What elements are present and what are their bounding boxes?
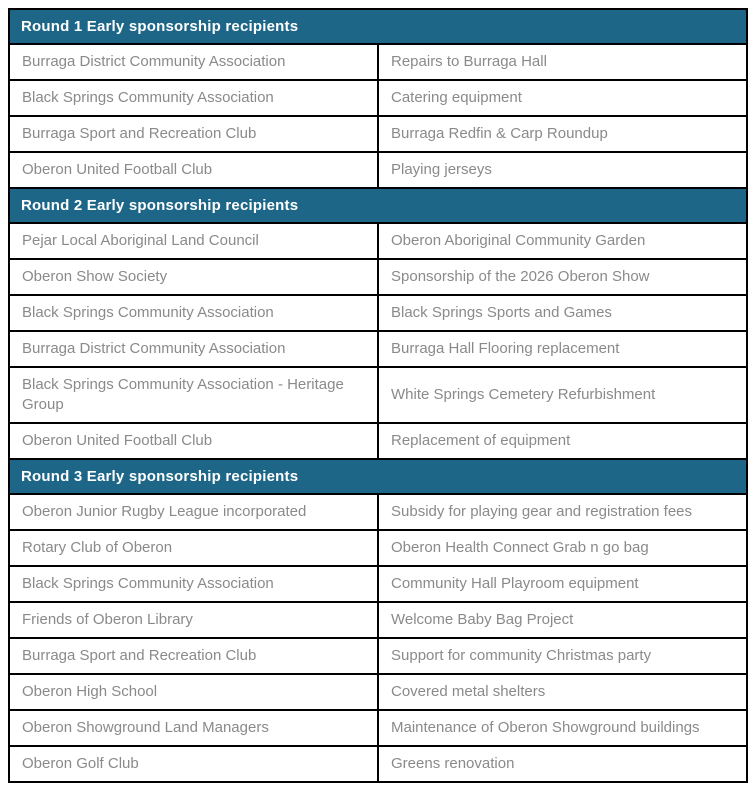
sponsorship-table bbox=[8, 8, 748, 783]
recipient-cell: Oberon United Football Club bbox=[9, 423, 378, 459]
project-cell: Welcome Baby Bag Project bbox=[378, 602, 747, 638]
project-cell: Sponsorship of the 2026 Oberon Show bbox=[378, 259, 747, 295]
table-row bbox=[9, 223, 747, 259]
section-header: Round 1 Early sponsorship recipients bbox=[9, 9, 747, 44]
recipient-cell: Rotary Club of Oberon bbox=[9, 530, 378, 566]
table-row bbox=[9, 367, 747, 423]
recipient-cell: Oberon United Football Club bbox=[9, 152, 378, 188]
table-row bbox=[9, 566, 747, 602]
project-cell: White Springs Cemetery Refurbishment bbox=[378, 367, 747, 423]
recipient-cell: Black Springs Community Association bbox=[9, 80, 378, 116]
recipient-cell: Pejar Local Aboriginal Land Council bbox=[9, 223, 378, 259]
project-cell: Playing jerseys bbox=[378, 152, 747, 188]
recipient-cell: Burraga District Community Association bbox=[9, 331, 378, 367]
recipient-cell: Burraga Sport and Recreation Club bbox=[9, 116, 378, 152]
table-row bbox=[9, 530, 747, 566]
document-page bbox=[8, 8, 748, 783]
recipient-cell: Black Springs Community Association bbox=[9, 566, 378, 602]
recipient-cell: Burraga Sport and Recreation Club bbox=[9, 638, 378, 674]
recipient-cell: Friends of Oberon Library bbox=[9, 602, 378, 638]
recipient-cell: Oberon Golf Club bbox=[9, 746, 378, 782]
table-row bbox=[9, 80, 747, 116]
project-cell: Subsidy for playing gear and registration fees bbox=[378, 494, 747, 530]
recipient-cell: Black Springs Community Association bbox=[9, 295, 378, 331]
recipient-cell: Oberon Show Society bbox=[9, 259, 378, 295]
section-header: Round 3 Early sponsorship recipients bbox=[9, 459, 747, 494]
recipient-cell: Oberon High School bbox=[9, 674, 378, 710]
project-cell: Repairs to Burraga Hall bbox=[378, 44, 747, 80]
project-cell: Oberon Aboriginal Community Garden bbox=[378, 223, 747, 259]
project-cell: Burraga Redfin & Carp Roundup bbox=[378, 116, 747, 152]
project-cell: Black Springs Sports and Games bbox=[378, 295, 747, 331]
project-cell: Replacement of equipment bbox=[378, 423, 747, 459]
project-cell: Community Hall Playroom equipment bbox=[378, 566, 747, 602]
recipient-cell: Oberon Showground Land Managers bbox=[9, 710, 378, 746]
project-cell: Oberon Health Connect Grab n go bag bbox=[378, 530, 747, 566]
table-row bbox=[9, 746, 747, 782]
project-cell: Support for community Christmas party bbox=[378, 638, 747, 674]
section-header-row bbox=[9, 188, 747, 223]
table-row bbox=[9, 494, 747, 530]
table-row bbox=[9, 295, 747, 331]
table-row bbox=[9, 116, 747, 152]
sponsorship-table-body bbox=[9, 9, 747, 782]
table-row bbox=[9, 259, 747, 295]
project-cell: Covered metal shelters bbox=[378, 674, 747, 710]
section-header-row bbox=[9, 9, 747, 44]
project-cell: Maintenance of Oberon Showground buildings bbox=[378, 710, 747, 746]
table-row bbox=[9, 331, 747, 367]
project-cell: Catering equipment bbox=[378, 80, 747, 116]
table-row bbox=[9, 44, 747, 80]
project-cell: Greens renovation bbox=[378, 746, 747, 782]
table-row bbox=[9, 674, 747, 710]
recipient-cell: Burraga District Community Association bbox=[9, 44, 378, 80]
table-row bbox=[9, 152, 747, 188]
table-row bbox=[9, 423, 747, 459]
recipient-cell: Black Springs Community Association - Heritage Group bbox=[9, 367, 378, 423]
project-cell: Burraga Hall Flooring replacement bbox=[378, 331, 747, 367]
table-row bbox=[9, 638, 747, 674]
table-row bbox=[9, 602, 747, 638]
recipient-cell: Oberon Junior Rugby League incorporated bbox=[9, 494, 378, 530]
section-header-row bbox=[9, 459, 747, 494]
section-header: Round 2 Early sponsorship recipients bbox=[9, 188, 747, 223]
table-row bbox=[9, 710, 747, 746]
